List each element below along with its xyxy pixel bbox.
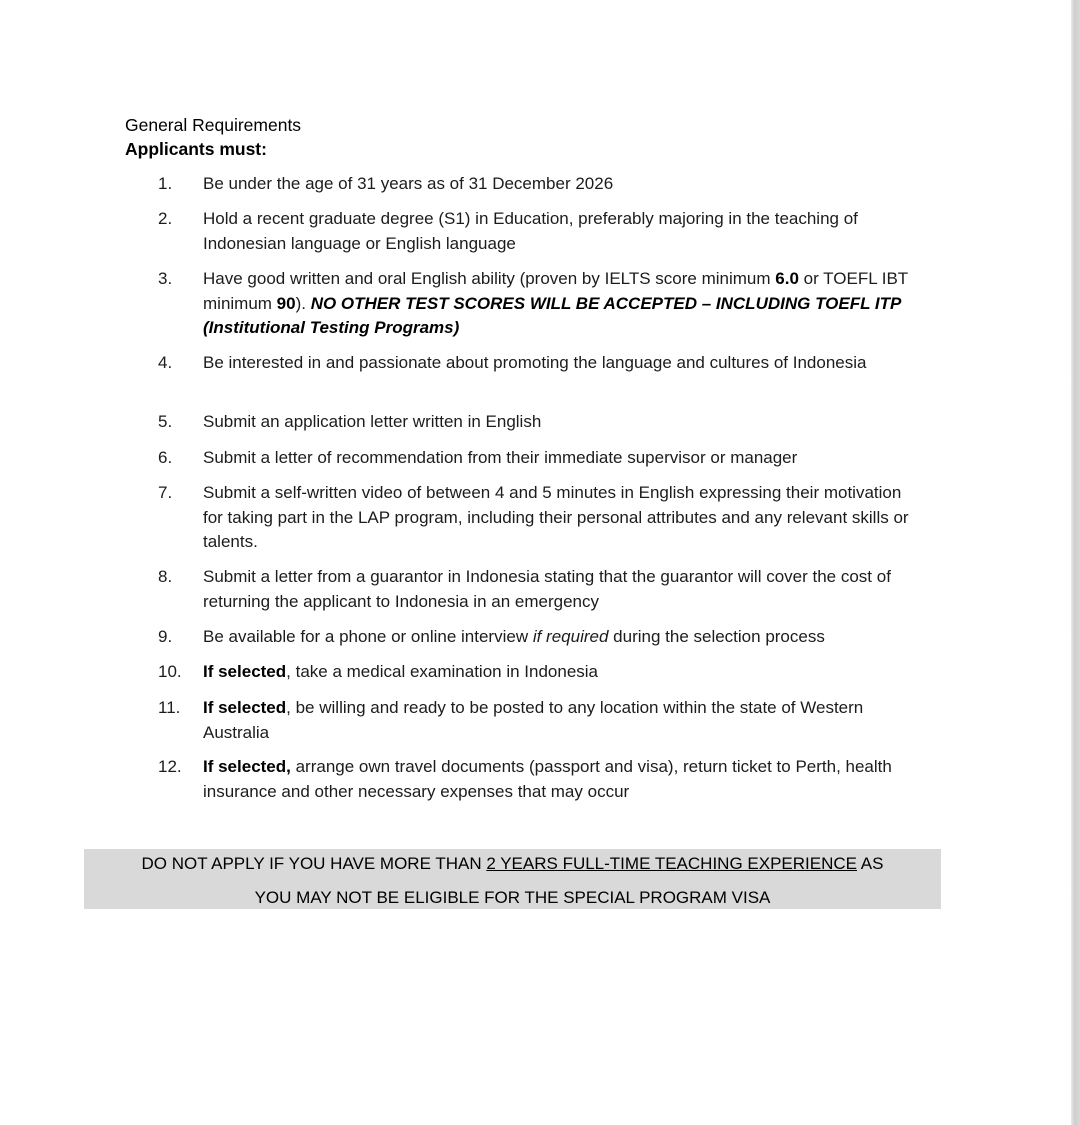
item-text bbox=[203, 696, 918, 745]
item-text bbox=[203, 267, 918, 341]
item-number: 9. bbox=[158, 627, 173, 646]
section-heading bbox=[125, 113, 301, 161]
page-edge-shadow bbox=[1071, 0, 1080, 1125]
item-text: Hold a recent graduate degree (S1) in Education, preferably majoring in the teaching of Indonesian language or English language bbox=[203, 209, 858, 253]
item-text-part: , be willing and ready to be posted to any location within the state of Western Australia bbox=[203, 698, 864, 742]
item-text bbox=[203, 755, 918, 804]
item-text-part: during the selection process bbox=[608, 627, 825, 646]
test-score-warning: NO OTHER TEST SCORES WILL BE ACCEPTED – INCLUDING TOEFL ITP (Institutional Testing Programs) bbox=[203, 293, 901, 337]
item-number: 12. bbox=[158, 757, 182, 776]
item-number: 1. bbox=[158, 174, 173, 193]
warning-line-2: YOU MAY NOT BE ELIGIBLE FOR THE SPECIAL PROGRAM VISA bbox=[254, 888, 771, 907]
ielts-score: 6.0 bbox=[775, 269, 799, 288]
item-number: 8. bbox=[158, 567, 173, 586]
item-text: Submit a letter of recommendation from their immediate supervisor or manager bbox=[203, 448, 798, 467]
item-number: 11. bbox=[158, 698, 181, 717]
item-text: Be interested in and passionate about promoting the language and cultures of Indonesia bbox=[203, 353, 867, 372]
item-text: Submit an application letter written in English bbox=[203, 412, 542, 431]
item-text: Submit a self-written video of between 4 and 5 minutes in English expressing their motivation for taking part in the LAP program, including their personal attributes and any relevant skills or talents. bbox=[203, 483, 909, 551]
item-text-bold: If selected bbox=[203, 698, 287, 717]
warning-line-1 bbox=[84, 852, 941, 876]
item-number: 10. bbox=[158, 662, 182, 681]
item-number: 7. bbox=[158, 483, 173, 502]
item-text bbox=[203, 660, 918, 685]
item-text-part: ). bbox=[295, 293, 311, 313]
eligibility-warning-box bbox=[84, 849, 941, 909]
warning-text: AS bbox=[856, 854, 884, 873]
item-text-bold: If selected bbox=[203, 662, 287, 681]
item-text-part: , take a medical examination in Indonesia bbox=[286, 662, 599, 681]
item-number: 4. bbox=[158, 353, 173, 372]
item-number: 6. bbox=[158, 448, 173, 467]
item-text-italic: if required bbox=[532, 627, 609, 646]
item-text-part: arrange own travel documents (passport and visa), return ticket to Perth, health insurance and other necessary expenses that may occur bbox=[203, 757, 892, 801]
item-text-part: Have good written and oral English ability (proven by IELTS score minimum bbox=[203, 269, 776, 288]
toefl-score: 90 bbox=[276, 293, 296, 313]
item-text-part: or TOEFL IBT minimum bbox=[203, 269, 908, 313]
item-number: 2. bbox=[158, 209, 173, 228]
item-text-part: Be available for a phone or online interview bbox=[203, 627, 533, 646]
item-number: 5. bbox=[158, 412, 173, 431]
section-title: General Requirements bbox=[125, 115, 302, 135]
item-number: 3. bbox=[158, 269, 173, 288]
section-subtitle: Applicants must: bbox=[125, 139, 267, 159]
item-text: Be under the age of 31 years as of 31 December 2026 bbox=[203, 174, 614, 193]
item-text: Submit a letter from a guarantor in Indonesia stating that the guarantor will cover the cost of returning the applicant to Indonesia in an emergency bbox=[203, 567, 891, 611]
warning-text: DO NOT APPLY IF YOU HAVE MORE THAN bbox=[141, 854, 487, 873]
warning-underlined-text: 2 YEARS FULL-TIME TEACHING EXPERIENCE bbox=[486, 854, 857, 873]
item-text bbox=[203, 625, 918, 650]
item-text-bold: If selected, bbox=[203, 757, 291, 776]
